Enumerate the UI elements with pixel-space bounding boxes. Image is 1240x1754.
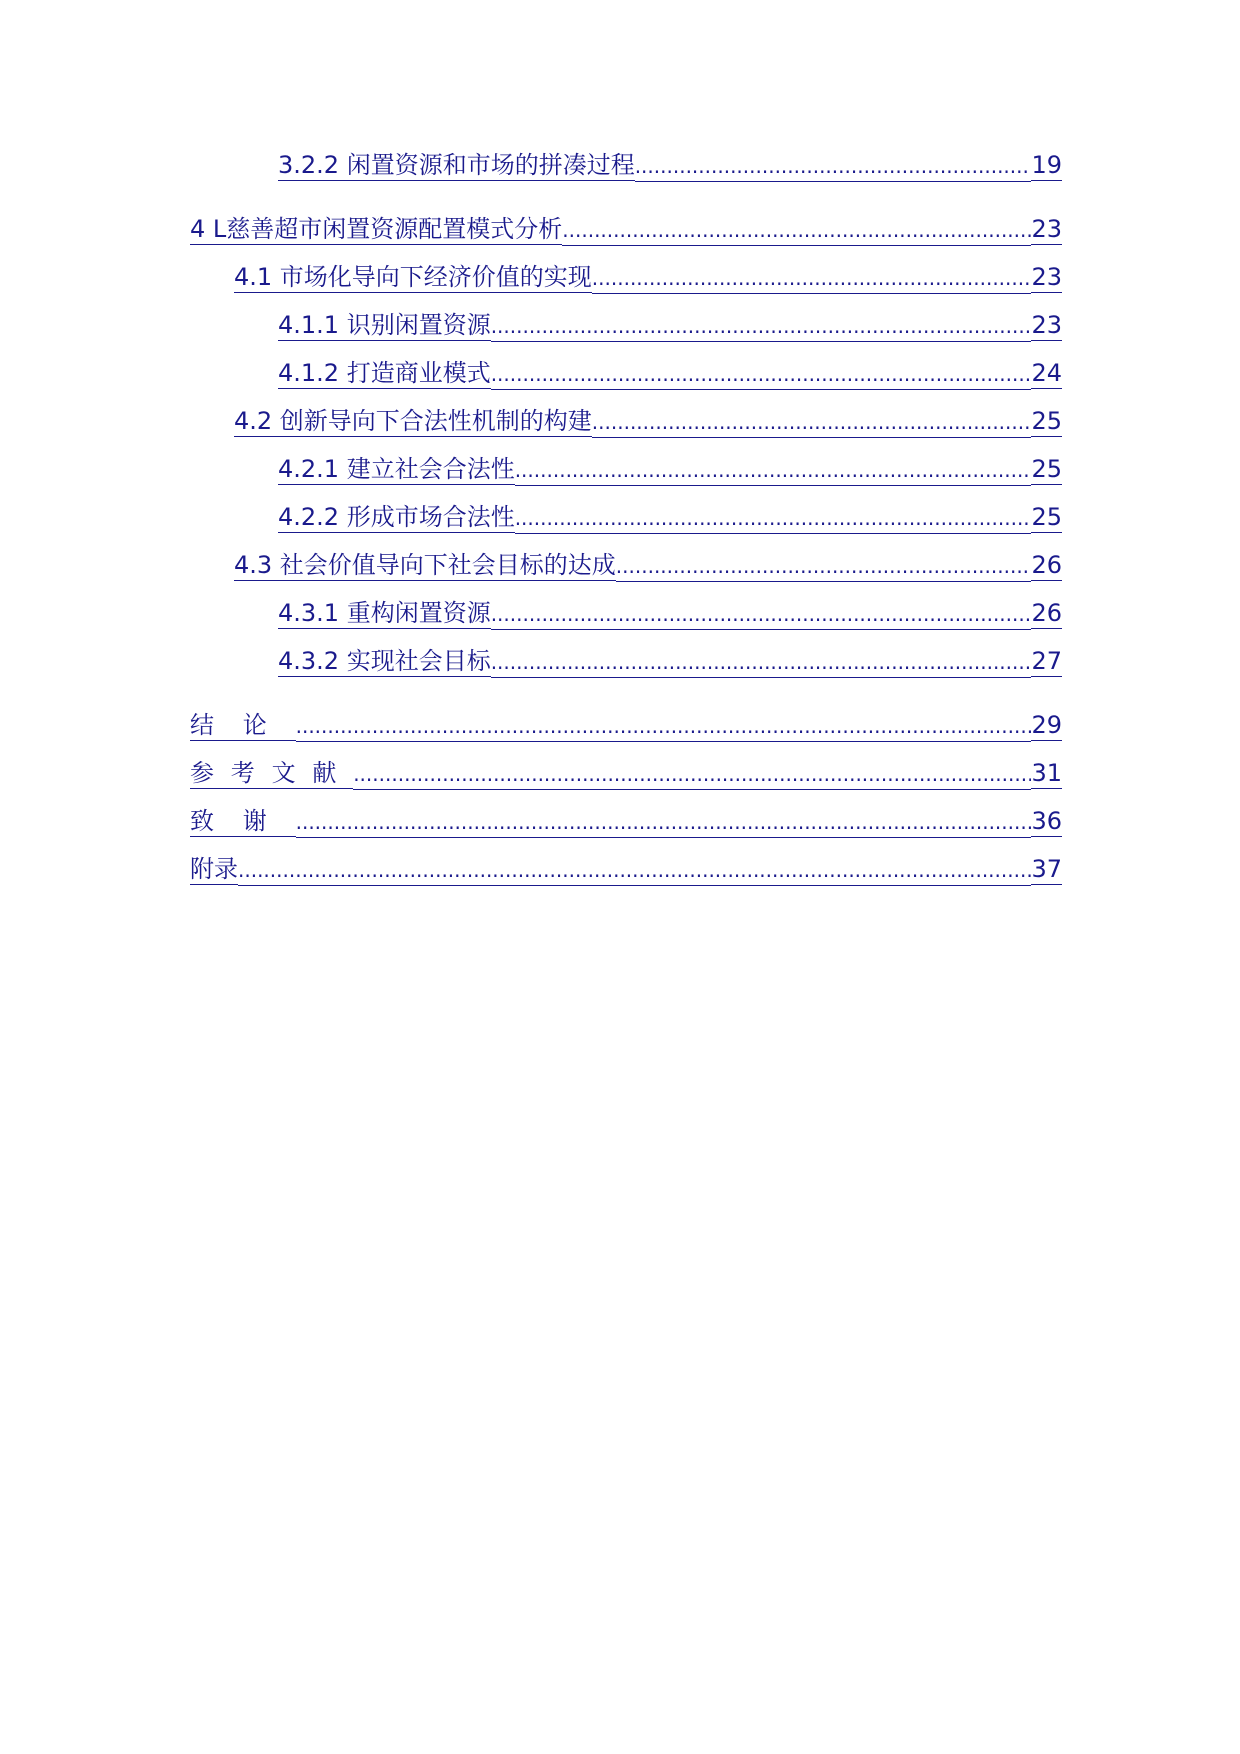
toc-leader-dots: [515, 503, 1032, 534]
toc-entry-title: 参考文献: [190, 759, 354, 787]
toc-entry-4-3[interactable]: [234, 550, 1062, 580]
toc-leader-dots: [592, 263, 1032, 294]
toc-entry-title: 致谢: [190, 807, 296, 835]
toc-leader-dots: [296, 711, 1032, 742]
toc-page-number: 24: [1031, 359, 1062, 387]
toc-entry-conclusion[interactable]: [190, 710, 1062, 740]
toc-entry-acknowledgements[interactable]: [190, 806, 1062, 836]
toc-entry-4-2-2[interactable]: [278, 502, 1062, 532]
toc-page-number: 31: [1031, 759, 1062, 787]
toc-page-number: 19: [1031, 151, 1062, 179]
toc-page-number: 25: [1031, 503, 1062, 531]
toc-page-number: 25: [1031, 455, 1062, 483]
toc-page-number: 23: [1031, 215, 1062, 243]
toc-leader-dots: [592, 407, 1032, 438]
toc-leader-dots: [515, 455, 1032, 486]
toc-entry-title: 4.1.2 打造商业模式: [278, 359, 491, 387]
toc-page-number: 23: [1031, 263, 1062, 291]
toc-leader-dots: [616, 551, 1032, 582]
toc-page-number: 23: [1031, 311, 1062, 339]
toc-entry-title: 4.3.1 重构闲置资源: [278, 599, 491, 627]
toc-page-number: 25: [1031, 407, 1062, 435]
toc-entry-title: 3.2.2 闲置资源和市场的拼凑过程: [278, 151, 635, 179]
toc-entry-4-1-2[interactable]: [278, 358, 1062, 388]
toc-entry-4-1-1[interactable]: [278, 310, 1062, 340]
toc-leader-dots: [491, 311, 1032, 342]
toc-entry-title: 4.3.2 实现社会目标: [278, 647, 491, 675]
toc-page-number: 29: [1031, 711, 1062, 739]
toc-entry-title: 4 L慈善超市闲置资源配置模式分析: [190, 215, 563, 243]
toc-page-number: 37: [1031, 855, 1062, 883]
toc-page-number: 27: [1031, 647, 1062, 675]
toc-page-number: 36: [1031, 807, 1062, 835]
toc-entry-appendix[interactable]: [190, 854, 1062, 884]
toc-entry-title: 4.2.2 形成市场合法性: [278, 503, 515, 531]
toc-entry-title: 4.3 社会价值导向下社会目标的达成: [234, 551, 616, 579]
toc-entry-title: 4.2 创新导向下合法性机制的构建: [234, 407, 592, 435]
toc-page-number: 26: [1031, 551, 1062, 579]
toc-leader-dots: [562, 215, 1031, 246]
toc-leader-dots: [635, 151, 1032, 182]
toc-entry-4-3-1[interactable]: [278, 598, 1062, 628]
toc-entry-4-1[interactable]: [234, 262, 1062, 292]
toc-page-number: 26: [1031, 599, 1062, 627]
toc-entry-title: 附录: [190, 855, 238, 883]
toc-leader-dots: [491, 359, 1032, 390]
toc-leader-dots: [491, 599, 1032, 630]
toc-leader-dots: [296, 807, 1032, 838]
toc-leader-dots: [491, 647, 1032, 678]
toc-entry-title: 结论: [190, 711, 296, 739]
toc-entry-3-2-2[interactable]: [278, 150, 1062, 180]
toc-leader-dots: [353, 759, 1031, 790]
toc-entry-title: 4.2.1 建立社会合法性: [278, 455, 515, 483]
toc-leader-dots: [238, 855, 1031, 886]
toc-entry-4-2-1[interactable]: [278, 454, 1062, 484]
toc-entry-4-2[interactable]: [234, 406, 1062, 436]
toc-entry-references[interactable]: [190, 758, 1062, 788]
toc-entry-4-3-2[interactable]: [278, 646, 1062, 676]
toc-entry-chapter-4[interactable]: [190, 214, 1062, 244]
toc-entry-title: 4.1 市场化导向下经济价值的实现: [234, 263, 592, 291]
toc-entry-title: 4.1.1 识别闲置资源: [278, 311, 491, 339]
